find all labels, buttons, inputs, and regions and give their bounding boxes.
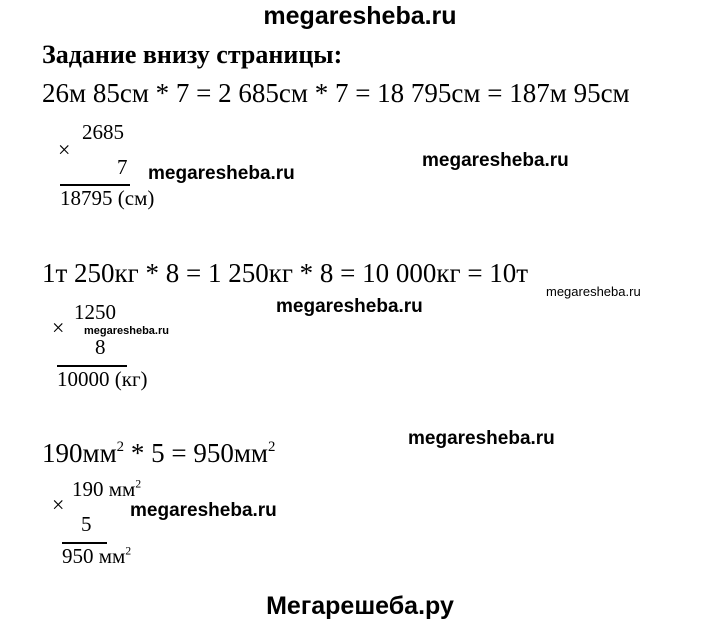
product-result: 950 $мм^2$ <box>62 544 132 568</box>
multiplicand: 190 $мм^2$ <box>72 477 142 501</box>
multiplicand: 1250 <box>74 300 116 324</box>
product-result: 10000 (кг) <box>57 367 148 391</box>
problem2-equation: 1т 250кг * 8 = 1 250кг * 8 = 10 000кг = 10т <box>42 258 529 288</box>
watermark: megaresheba.ru <box>148 163 295 184</box>
footer-site-name: Мегарешеба.ру <box>266 592 454 620</box>
problem3-equation: $190мм^2 * 5 = 950мм^2$ <box>42 438 276 468</box>
problem1-equation: 26м 85см * 7 = 2 685см * 7 = 18 795см = 187м 95см <box>42 78 630 108</box>
page-title: Задание внизу страницы: <box>42 40 343 69</box>
watermark: megaresheba.ru <box>276 296 423 317</box>
multiplier: 5 <box>81 512 92 536</box>
multiply-sign: × <box>58 137 71 162</box>
product-unit: (кг) <box>114 367 148 391</box>
superscript: 2 <box>135 478 142 491</box>
watermark: megaresheba.ru <box>130 500 277 521</box>
watermark: megaresheba.ru <box>84 325 169 337</box>
multiplicand: 2685 <box>82 120 124 144</box>
watermark: megaresheba.ru <box>422 150 569 171</box>
multiplier: 8 <box>95 335 106 359</box>
product-unit: (см) <box>117 186 155 210</box>
multiply-sign: × <box>52 492 65 517</box>
superscript: 2 <box>116 438 125 455</box>
superscript: 2 <box>125 545 132 558</box>
watermark: megaresheba.ru <box>408 428 555 449</box>
product-result: 18795 (см) <box>60 186 155 210</box>
superscript: 2 <box>268 438 276 455</box>
multiplier: 7 <box>117 155 128 179</box>
watermark: megaresheba.ru <box>546 284 641 299</box>
header-site-name: megaresheba.ru <box>263 2 457 30</box>
multiply-sign: × <box>52 315 65 340</box>
product-unit: мм <box>93 544 126 568</box>
